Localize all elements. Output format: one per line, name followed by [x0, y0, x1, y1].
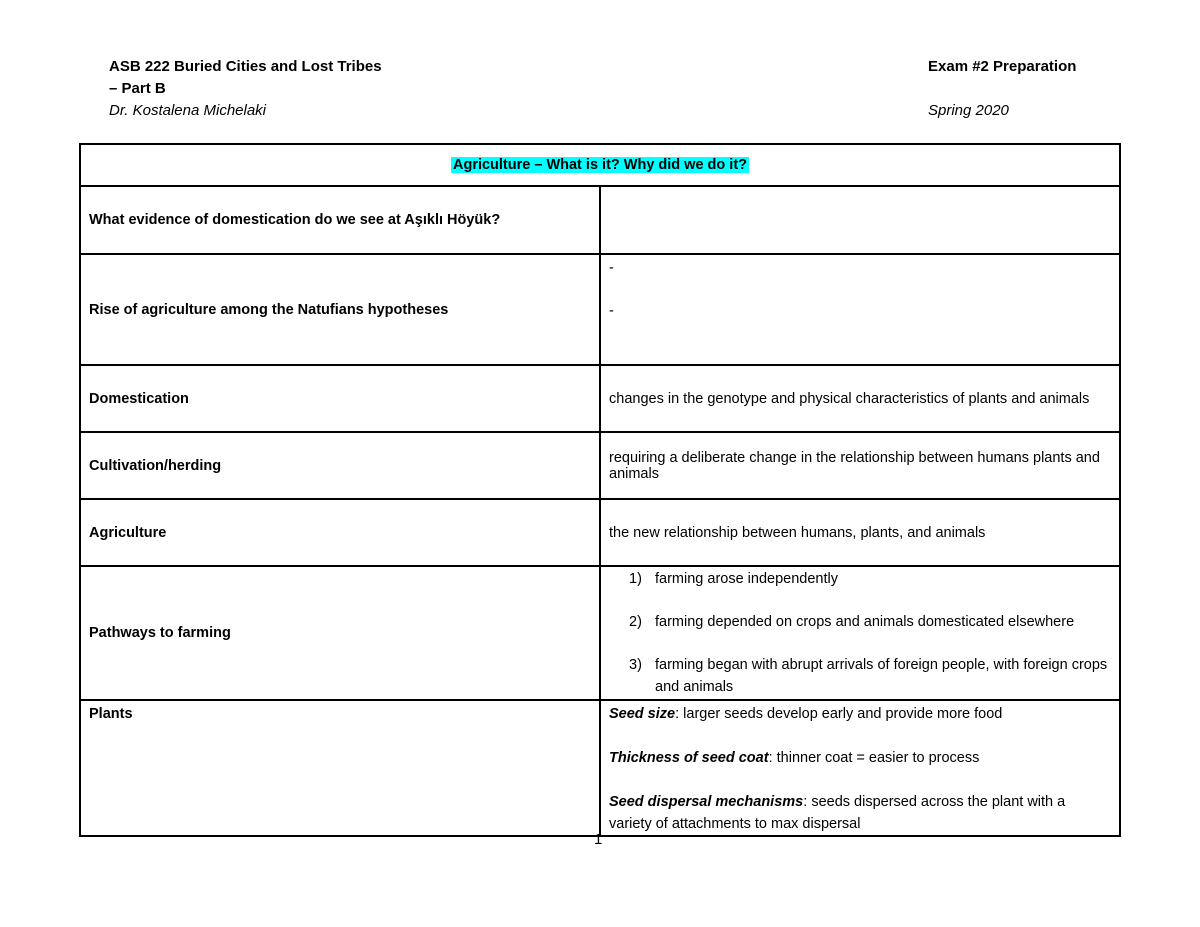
plant-trait-seed-size: Seed size: larger seeds develop early and provide more food — [609, 706, 1003, 722]
row-value-asikli — [600, 186, 1120, 254]
course-title: ASB 222 Buried Cities and Lost Tribes — [109, 58, 382, 75]
study-guide-table — [79, 143, 1121, 837]
table-title: Agriculture – What is it? Why did we do it? — [452, 157, 748, 173]
table-row-plants — [80, 700, 1120, 836]
table-row-cultivation — [80, 432, 1120, 499]
row-value-plants — [600, 700, 1120, 836]
row-value-domestication: changes in the genotype and physical characteristics of plants and animals — [600, 365, 1120, 432]
table-row-agriculture — [80, 499, 1120, 566]
row-label-agriculture: Agriculture — [80, 499, 600, 566]
list-item: 1) farming arose independently — [629, 571, 838, 587]
table-row-domestication — [80, 365, 1120, 432]
table-row-asikli — [80, 186, 1120, 254]
row-label-asikli: What evidence of domestication do we see at Aşıklı Höyük? — [80, 186, 600, 254]
row-value-pathways — [600, 566, 1120, 700]
row-label-natufians: Rise of agriculture among the Natufians hypotheses — [80, 254, 600, 365]
plant-trait-seed-coat: Thickness of seed coat: thinner coat = easier to process — [609, 750, 980, 766]
pathways-list — [609, 568, 1111, 698]
row-value-cultivation: requiring a deliberate change in the relationship between humans plants and animals — [600, 432, 1120, 499]
row-label-domestication: Domestication — [80, 365, 600, 432]
instructor-name: Dr. Kostalena Michelaki — [109, 102, 267, 119]
course-header — [109, 56, 382, 122]
course-subtitle: – Part B — [109, 80, 166, 97]
table-title-row — [80, 144, 1120, 186]
list-item: 2) farming depended on crops and animals domesticated elsewhere — [629, 614, 1075, 630]
table-row-natufians — [80, 254, 1120, 365]
table-row-pathways — [80, 566, 1120, 700]
row-label-plants: Plants — [80, 700, 600, 836]
row-label-cultivation: Cultivation/herding — [80, 432, 600, 499]
hypothesis-dash-1: - — [609, 260, 614, 276]
list-item: 3) farming began with abrupt arrivals of foreign people, with foreign crops and animals — [629, 657, 1108, 695]
exam-title: Exam #2 Preparation — [928, 58, 1077, 75]
hypothesis-dash-2: - — [609, 303, 614, 319]
exam-header — [928, 56, 1076, 122]
term-label: Spring 2020 — [928, 102, 1009, 119]
row-label-pathways: Pathways to farming — [80, 566, 600, 700]
page-number: 1 — [594, 831, 603, 848]
row-value-agriculture: the new relationship between humans, plants, and animals — [600, 499, 1120, 566]
plant-trait-seed-dispersal: Seed dispersal mechanisms: seeds dispersed across the plant with a variety of attachments to max dispersal — [609, 794, 1066, 832]
table-title-cell — [80, 144, 1120, 186]
row-value-natufians — [600, 254, 1120, 365]
